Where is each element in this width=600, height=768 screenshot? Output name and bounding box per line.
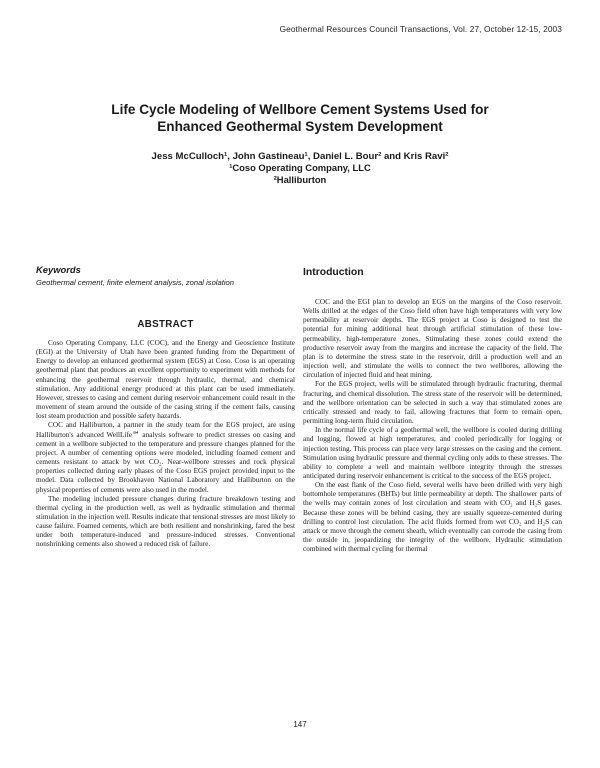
paper-title	[0, 101, 600, 135]
running-head: Geothermal Resources Council Transactions, Vol. 27, October 12-15, 2003	[279, 24, 562, 34]
title-line-2: Enhanced Geothermal System Development	[157, 119, 443, 134]
keywords-heading: Keywords	[36, 264, 81, 275]
right-column	[303, 264, 562, 554]
abstract-paragraph: COC and Halliburton, a partner in the study team for the EGS project, are using Halliburton's advanced WellLife℠ analysis software to predict stresses on casing and cement in a wellbore subjected to the temperature and pressure changes planned for the project. A number of cementing options were modeled, including foamed cement and cements resistant to attack by wet CO₂. Near-wellbore stresses and rock physical properties collected during early phases of the Coso EGS project provided input to the model. Data collected by Brookhaven National Laboratory and Halliburton on the physical properties of cements were also used in the model.	[36, 421, 295, 494]
introduction-heading: Introduction	[303, 267, 364, 278]
intro-paragraph: On the east flank of the Coso field, several wells have been drilled with very high bottomhole temperatures (BHTs) but little permeability at depth. The shallower parts of the wells may contain zones of lost circulation and steam with CO₂ and H₂S gases. Because these zones will be behind casing, they are usually squeeze-cemented during drilling to control lost circulation. The acid fluids formed from wet CO₂ and H₂S can attack or move through the cement sheath, which eventually can corrode the casing from the outside in, jeopardizing the integrity of the wellbore. Hydraulic stimulation combined with thermal cycling for thermal	[303, 481, 562, 554]
intro-paragraph: COC and the EGI plan to develop an EGS on the margins of the Coso reservoir. Wells drilled at the edges of the Coso field often have high temperatures with very low permeability at reservoir depths. The EGS project at Coso is designed to test the potential for mining additional heat through artificial stimulation of these low-permeability, high-temperature zones. Stimulating these zones could extend the productive reservoir away from the margins and increase the capacity of the field. The plan is to determine the stress state in the reservoir, drill a production well and an injection well, and stimulate the wells to connect the two wellbores, allowing the circulation of injected fluid and heat mining.	[303, 298, 562, 380]
intro-paragraph: In the normal life cycle of a geothermal well, the wellbore is cooled during drilling and logging, flowed at high temperatures, and cooled periodically for logging or injection testing. This process can place very large stresses on the casing and the cement. Stimulation using hydraulic pressure and thermal cycling only adds to these stresses. The ability to complete a well and maintain wellbore integrity through the stresses anticipated during reservoir enhancement is critical to the success of the EGS project.	[303, 426, 562, 480]
intro-paragraph: For the EGS project, wells will be stimulated through hydraulic fracturing, thermal fracturing, and chemical dissolution. The stress state of the reservoir will be determined, and the wellbore orientation can be selected in such a way that stimulated zones are critically stressed and ready to fail, allowing fractures that form to remain open, permitting long-term fluid circulation.	[303, 380, 562, 426]
left-column	[36, 264, 295, 550]
title-block	[0, 101, 600, 186]
abstract-heading: ABSTRACT	[137, 319, 194, 330]
abstract-paragraph: Coso Operating Company, LLC (COC), and the Energy and Geoscience Institute (EGI) at the University of Utah have been granted funding from the Department of Energy to develop an enhanced geothermal system (EGS) at Coso. Coso is an operating geothermal plant that produces an excellent opportunity to experiment with methods for enhancing the geothermal reservoir through hydraulic, thermal, and chemical stimulation. Any additional energy produced at this plant can be used immediately. However, stresses to casing and cement during reservoir enhancement could result in the movement of steam around the outside of the casing string if the cement fails, causing lost steam production and possible safety hazards.	[36, 339, 295, 421]
title-line-1: Life Cycle Modeling of Wellbore Cement Systems Used for	[111, 102, 489, 117]
page-number: 147	[293, 720, 307, 729]
affiliation-2: ²Halliburton	[273, 174, 327, 185]
affiliation-1: ¹Coso Operating Company, LLC	[229, 162, 371, 173]
abstract-paragraph: The modeling included pressure changes during fracture breakdown testing and thermal cycling in the production well, as well as hydraulic stimulation and thermal stimulation in the injection well. Results indicate that tensional stresses are most likely to cause failure. Foamed cements, which are both resilient and nonshrinking, fared the best under both temperature-induced and pressure-induced stresses. Conventional nonshrinking cements also showed a reduced risk of failure.	[36, 494, 295, 549]
author-list: Jess McCulloch¹, John Gastineau¹, Daniel L. Bour² and Kris Ravi²	[151, 151, 449, 162]
keywords-text: Geothermal cement, finite element analysis, zonal isolation	[36, 278, 234, 287]
